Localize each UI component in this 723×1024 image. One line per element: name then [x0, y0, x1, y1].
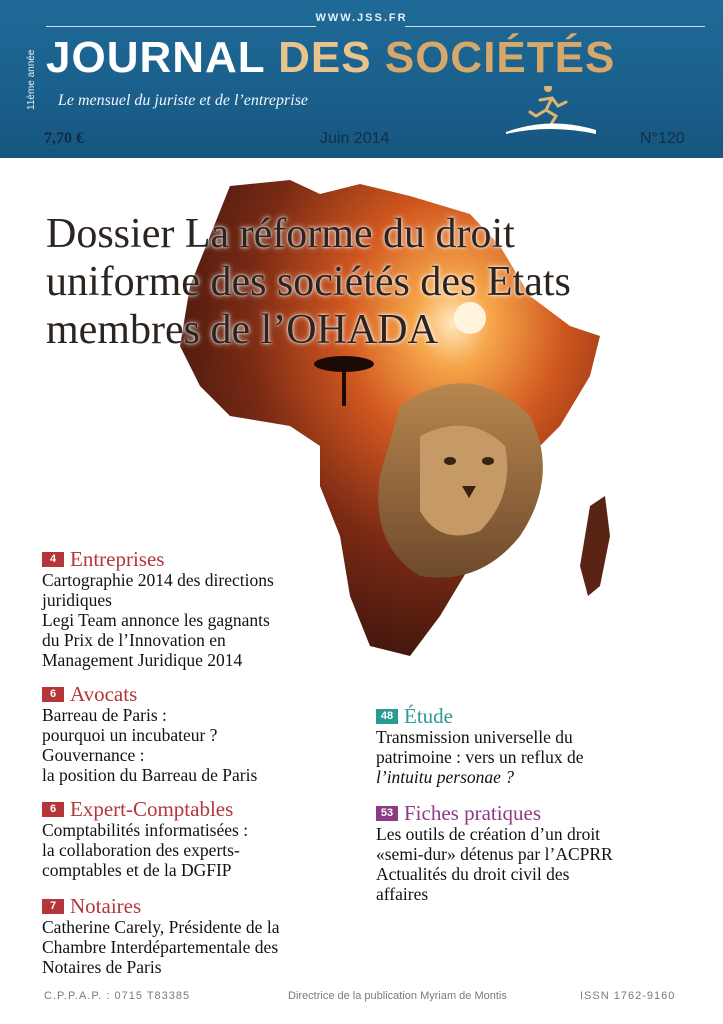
section-header [376, 802, 706, 824]
section-body [42, 820, 372, 880]
article-line: pourquoi un incubateur ? [42, 725, 218, 745]
article-line: Actualités du droit civil des [376, 864, 570, 884]
section-fiches-pratiques[interactable] [376, 802, 706, 904]
section-body [42, 570, 372, 670]
section-header [42, 683, 372, 705]
site-url[interactable]: WWW.JSS.FR [315, 12, 408, 24]
runner-logo-icon [500, 86, 600, 136]
article-line: juridiques [42, 590, 112, 610]
section-header [42, 895, 372, 917]
article-line: affaires [376, 884, 429, 904]
section-avocats[interactable] [42, 683, 372, 785]
section-body [376, 824, 706, 904]
cppap-number: C.P.P.A.P. : 0715 T83385 [44, 990, 191, 1002]
article-line: Legi Team annonce les gagnants [42, 610, 270, 630]
cover-headline [46, 210, 686, 354]
article-line: Transmission universelle du [376, 727, 573, 747]
article-line: Notaires de Paris [42, 957, 162, 977]
section-body [42, 705, 372, 785]
tagline: Le mensuel du juriste et de l’entreprise [58, 92, 309, 109]
title-word-societes: SOCIÉTÉS [384, 33, 616, 82]
section-title: Expert-Comptables [70, 796, 234, 821]
page-number-badge: 6 [42, 687, 64, 702]
section-title: Notaires [70, 893, 142, 918]
year-tag: 11ème année [26, 49, 37, 110]
article-line: Gouvernance : [42, 745, 145, 765]
section-title: Fiches pratiques [404, 800, 542, 825]
article-line: patrimoine : vers un reflux de [376, 747, 584, 767]
headline-line: uniforme des sociétés des Etats [46, 259, 571, 305]
article-line: Les outils de création d’un droit [376, 824, 601, 844]
article-line: la collaboration des experts- [42, 840, 240, 860]
header-rule-left [46, 26, 316, 27]
issue-number: N°120 [640, 130, 685, 147]
section-expert-comptables[interactable] [42, 798, 372, 880]
title-word-des: DES [278, 33, 372, 82]
issue-date: Juin 2014 [320, 130, 390, 147]
headline-line: Dossier La réforme du droit [46, 211, 515, 257]
article-line: comptables et de la DGFIP [42, 860, 232, 880]
article-line: du Prix de l’Innovation en [42, 630, 226, 650]
section-title: Avocats [70, 681, 138, 706]
section-entreprises[interactable] [42, 548, 372, 670]
article-line: Barreau de Paris : [42, 705, 167, 725]
section-body [376, 727, 706, 787]
headline-line: membres de l’OHADA [46, 307, 438, 353]
page-number-badge: 53 [376, 806, 398, 821]
article-line: Management Juridique 2014 [42, 650, 243, 670]
article-line: la position du Barreau de Paris [42, 765, 258, 785]
page-number-badge: 4 [42, 552, 64, 567]
page-number-badge: 6 [42, 802, 64, 817]
section-body [42, 917, 372, 977]
price: 7,70 € [44, 130, 84, 147]
title-word-journal: JOURNAL [46, 33, 265, 82]
masthead [0, 0, 723, 158]
article-line: «semi-dur» détenus par l’ACPRR [376, 844, 613, 864]
article-line: Cartographie 2014 des directions [42, 570, 274, 590]
header-rule-right [405, 26, 705, 27]
article-line: l’intuitu personae ? [376, 767, 515, 787]
section-header [42, 548, 372, 570]
section-title: Étude [404, 703, 453, 728]
article-line: Comptabilités informatisées : [42, 820, 249, 840]
publication-director: Directrice de la publication Myriam de Montis [288, 990, 507, 1002]
article-line: Chambre Interdépartementale des [42, 937, 279, 957]
section-title: Entreprises [70, 546, 165, 571]
issn-number: ISSN 1762-9160 [580, 990, 676, 1002]
journal-title [46, 32, 706, 84]
section-notaires[interactable] [42, 895, 372, 977]
page-number-badge: 48 [376, 709, 398, 724]
page-number-badge: 7 [42, 899, 64, 914]
section-header [42, 798, 372, 820]
article-line: Catherine Carely, Présidente de la [42, 917, 280, 937]
section-header [376, 705, 706, 727]
section-etude[interactable] [376, 705, 706, 787]
